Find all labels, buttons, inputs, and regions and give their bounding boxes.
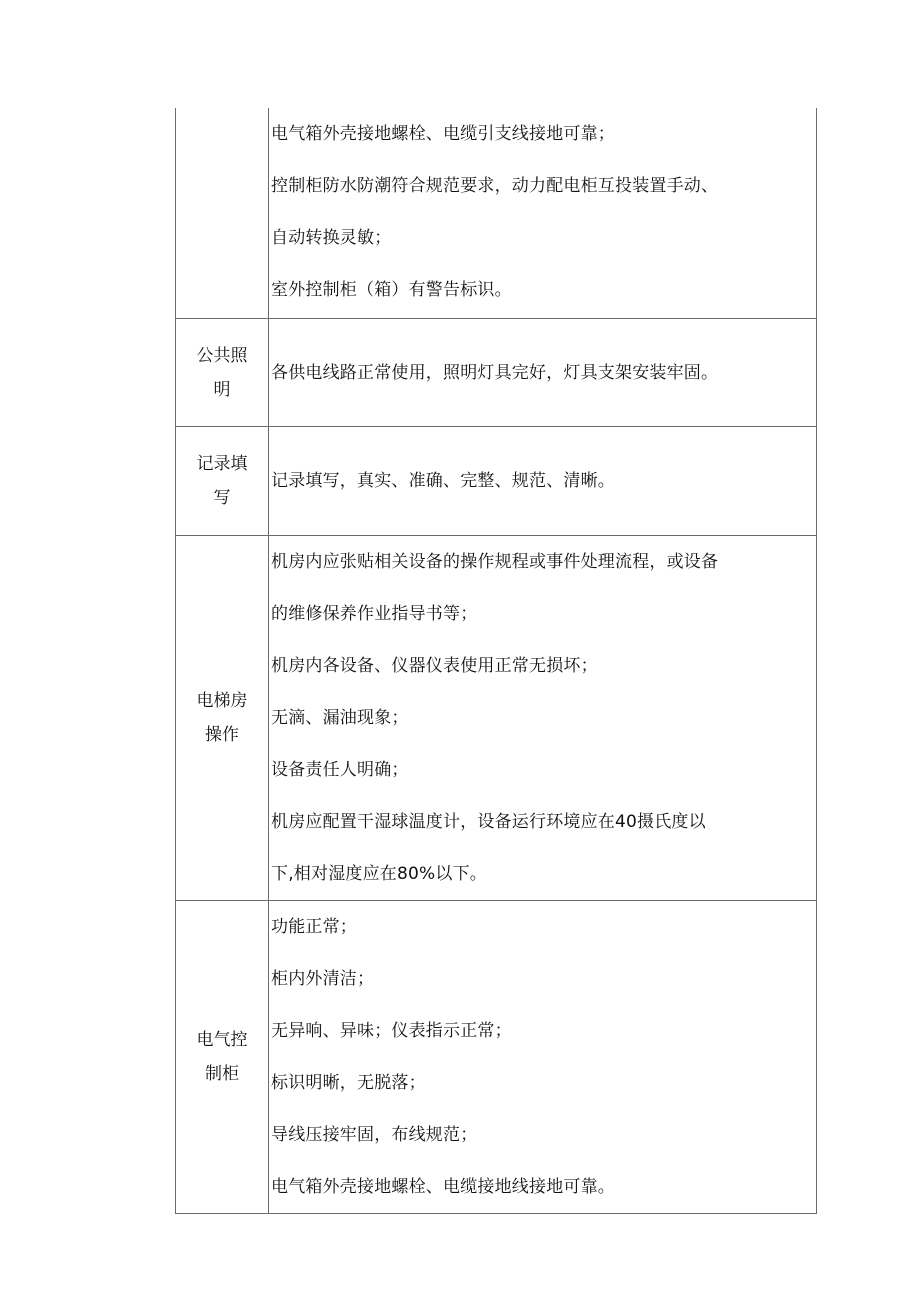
requirement-line: 无异响、异味；仪表指示正常； <box>271 1021 512 1041</box>
requirement-line: 功能正常； <box>271 917 357 937</box>
row-content-cell <box>269 427 817 536</box>
requirement-line: 标识明晰，无脱落； <box>271 1073 426 1093</box>
row-label: 电气控制柜 <box>196 1030 248 1084</box>
row-label: 记录填写 <box>196 454 248 508</box>
requirement-line: 电气箱外壳接地螺栓、电缆引支线接地可靠； <box>271 124 615 144</box>
table-row <box>176 536 817 901</box>
row-label: 电梯房操作 <box>196 691 248 745</box>
requirement-line: 自动转换灵敏； <box>271 228 392 248</box>
requirement-line: 导线压接牢固，布线规范； <box>271 1125 478 1145</box>
row-label: 公共照明 <box>196 345 248 400</box>
inspection-standards-table <box>175 108 817 1214</box>
table-row <box>176 319 817 427</box>
table-row <box>176 108 817 319</box>
requirement-line: 电气箱外壳接地螺栓、电缆接地线接地可靠。 <box>271 1177 615 1197</box>
row-content-cell <box>269 536 817 901</box>
requirement-line: 的维修保养作业指导书等； <box>271 604 478 624</box>
row-label-cell <box>176 319 269 427</box>
row-label-cell <box>176 108 269 319</box>
row-content-cell <box>269 319 817 427</box>
table-row <box>176 427 817 536</box>
requirement-line: 机房内应张贴相关设备的操作规程或事件处理流程，或设备 <box>271 552 719 572</box>
requirement-line: 无滴、漏油现象； <box>271 708 409 728</box>
requirement-line: 机房内各设备、仪器仪表使用正常无损坏； <box>271 656 598 676</box>
requirement-line: 控制柜防水防潮符合规范要求，动力配电柜互投装置手动、 <box>271 176 719 196</box>
requirement-line: 设备责任人明确； <box>271 760 409 780</box>
requirement-line: 下,相对湿度应在80%以下。 <box>271 864 487 884</box>
row-content-cell <box>269 108 817 319</box>
requirement-line: 室外控制柜（箱）有警告标识。 <box>271 280 512 300</box>
requirement-line: 各供电线路正常使用，照明灯具完好，灯具支架安装牢固。 <box>271 362 719 383</box>
requirement-line: 柜内外清洁； <box>271 969 375 989</box>
requirement-line: 记录填写，真实、准确、完整、规范、清晰。 <box>271 471 615 491</box>
row-label-cell <box>176 427 269 536</box>
table-row <box>176 901 817 1214</box>
requirement-line: 机房应配置干湿球温度计，设备运行环境应在40摄氏度以 <box>271 812 706 832</box>
row-content-cell <box>269 901 817 1214</box>
row-label-cell <box>176 901 269 1214</box>
row-label-cell <box>176 536 269 901</box>
